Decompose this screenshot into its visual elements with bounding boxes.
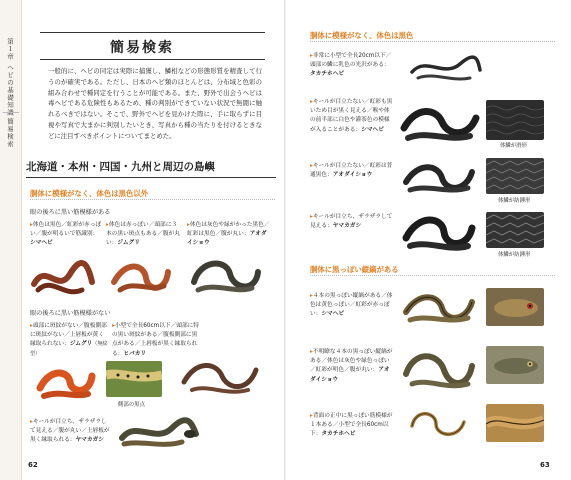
item-description: ▸体色は灰色や緑がかった黒色／虹彩は黒色／腹が丸い：アオダイショウ <box>187 222 270 247</box>
snake-photo-jimuguri-plain <box>34 362 98 402</box>
section-heading-stripes: 胴体に黒っぽい縦縞がある <box>310 265 399 274</box>
head-closeup-aodaishou <box>486 346 544 384</box>
side-tab-section: 簡易検索 <box>6 118 14 148</box>
snake-photo-shimahebi-striped <box>398 284 478 328</box>
section-underline <box>30 199 275 200</box>
snake-photo-aodaishou-black <box>398 154 478 198</box>
body-closeup-takachihohebi <box>486 404 544 442</box>
species-note: （無紋型） <box>30 341 108 357</box>
section-underline <box>310 275 555 276</box>
intro-paragraph: 一般的に、ヘビの同定は実際に捕獲し、鱗相などの形態形質を精査して行うのが確実である。ただし、日本のヘビ類のほとんどは、分布域と色彩の組み合わせで種同定を行うことが可能である。また、野外で出会うヘビは毒ヘビである危険性もあるため、種の判別ができていない状況で無闇に触れるべきではない。そこで、野外でヘビを見かけた際に、手に取らずに目視や写真で大まかに判別したいとき、写真から種の当たりを付けるときなどに注目すべきポイントについてまとめた。 <box>48 67 262 140</box>
scale-closeup-keeled <box>486 158 544 194</box>
snake-photo-takachihohebi <box>404 48 484 88</box>
item-description: ▸背面の正中に黒っぽい筋模様が１本ある／小型で全長60cm以下：タカチホヘビ <box>310 413 393 438</box>
underside-detail-photo <box>106 361 162 397</box>
species-name: シマヘビ <box>30 240 53 247</box>
page-title: 簡易検索 <box>110 40 174 56</box>
left-page <box>0 0 285 480</box>
section-underline <box>310 41 555 42</box>
species-name: ヤマカガシ <box>332 223 362 230</box>
snake-photo-jimuguri <box>106 254 174 298</box>
species-name: アオダイショウ <box>310 367 390 383</box>
item-description: ▸キールが目立ち、ザラザラして見える：ヤマカガシ <box>310 214 393 230</box>
snake-photo-hibakari <box>178 352 262 400</box>
snake-photo-yamakagashi-black <box>398 208 478 254</box>
item-description: ▸４本の黒っぽい縦縞がある／体色は黄色っぽい／虹彩が赤っぽい：シマヘビ <box>310 293 393 318</box>
species-name: ヒバカリ <box>123 350 147 357</box>
item-description: ▸キールが目立ち、ザラザラして見える／腹が丸い／上唇板が黒く縁取られる：ヤマカガシ <box>30 419 110 444</box>
snake-photo-aodaishou <box>186 252 264 300</box>
species-name: ジムグリ <box>69 341 93 348</box>
scale-caption: 体鱗が滑形 <box>500 143 527 149</box>
side-tab-divider <box>3 112 19 113</box>
snake-photo-shimahebi-black <box>398 98 480 146</box>
item-description: ▸体色は黒色／虹彩が赤っぽい／腹が明るいで筋識別：シマヘビ <box>30 222 102 247</box>
item-description: ▸小型で全長60cm以下／頭部に特の黒い斑紋がある／腹板側部に黒点がある／上唇板が黒く縁取られる：ヒバカリ <box>112 323 200 357</box>
item-description: ▸体色は赤っぽい／頭部に３本の黒い斑点もある／腹が丸い：ジムグリ <box>106 222 180 247</box>
snake-photo-shimahebi <box>28 254 98 298</box>
species-name: アオダイショウ <box>332 172 373 179</box>
subheading-eye-stripe: 眼の後ろに黒い筋模様がある <box>30 209 111 216</box>
species-name: タカチホヘビ <box>321 431 356 438</box>
snake-photo-aodaishou-striped <box>398 344 478 394</box>
species-name: ジムグリ <box>117 240 140 247</box>
item-description: ▸非常に小型で全長20cm以下／頭部の鱗に乳色の光沢がある：タカチホヘビ <box>310 53 392 78</box>
page-number-right: 63 <box>540 461 550 469</box>
species-name: アオダイショウ <box>187 231 267 247</box>
head-closeup-shimahebi <box>486 288 544 326</box>
species-name: シマヘビ <box>361 126 384 133</box>
section-heading-no-pattern-black: 胴体に模様がなく、体色は黒色 <box>310 31 414 40</box>
item-description: ▸キールが目立たない／虹彩は普通黒色：アオダイショウ <box>310 163 393 179</box>
scale-closeup-smooth <box>486 100 544 140</box>
item-description: ▸不明瞭な４本の黒っぽい縦縞がある／体色は灰色や緑色っぽい／虹彩が明色／腹が丸い：アオダイショウ <box>310 349 393 383</box>
species-name: ヤマカガシ <box>75 437 104 444</box>
species-name: タカチホヘビ <box>310 71 345 78</box>
photo-caption-underside: 側部の黒点 <box>118 402 145 408</box>
subheading-no-eye-stripe: 眼の後ろに黒い筋模様がない <box>30 310 111 317</box>
snake-photo-takachihohebi-striped <box>402 404 474 446</box>
region-heading: 北海道・本州・四国・九州と周辺の島嶼 <box>26 159 276 178</box>
item-description: ▸キールが目立たない／虹彩も黒いため目が黒く見える／喉や体の前半部に白色や灌茶色の模様が入ることがある：シマヘビ <box>310 99 393 133</box>
section-heading-no-pattern-non-black: 胴体に模様がなく、体色は黒色以外 <box>30 189 149 198</box>
chapter-side-tab <box>0 0 22 480</box>
snake-photo-yamakagashi <box>116 414 200 450</box>
scale-caption: 体鱗が紡錘形 <box>498 198 531 204</box>
scale-caption: 体鱗が紡錘形 <box>498 252 531 258</box>
side-tab-chapter: 第１章 ヘビの基礎知識 <box>6 38 14 117</box>
page-number-left: 62 <box>28 461 38 469</box>
title-top-rule <box>40 32 265 33</box>
right-page <box>286 0 571 480</box>
item-description: ▸頭部に斑紋がない／腹板側部に斑紋がない／上唇板が黄く縁取られない：ジムグリ（無紋型） <box>30 323 108 357</box>
title-bottom-rule <box>40 59 265 60</box>
scale-closeup-keeled-2 <box>486 212 544 248</box>
species-name: シマヘビ <box>321 311 345 318</box>
